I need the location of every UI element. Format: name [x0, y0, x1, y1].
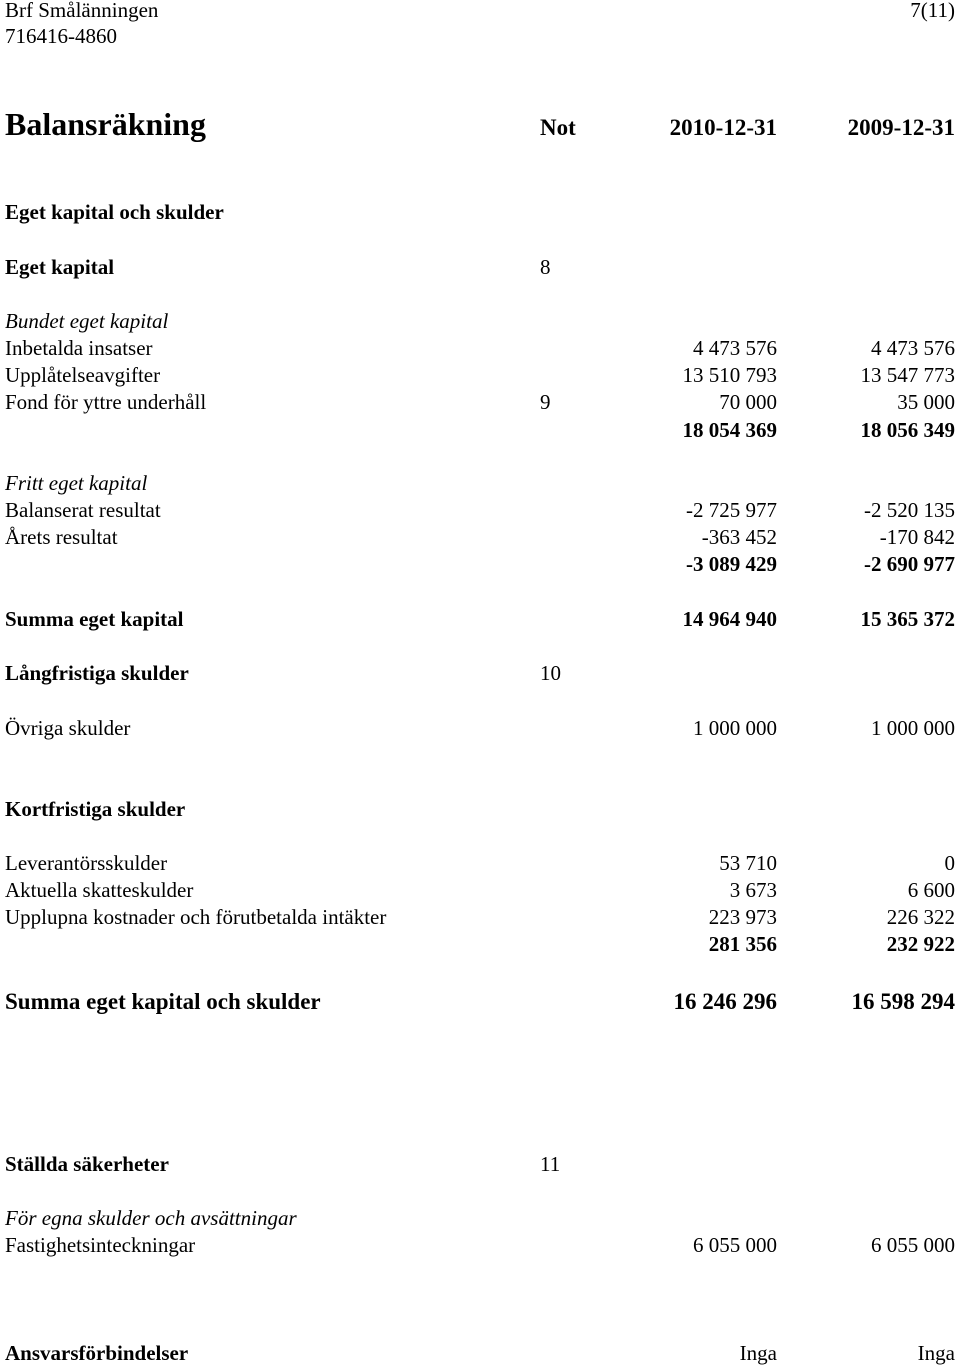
row-value-2009: 13 547 773	[860, 363, 955, 387]
row-note: 9	[540, 390, 551, 414]
row-label: Aktuella skatteskulder	[5, 878, 194, 902]
row-value-2010: 4 473 576	[693, 336, 777, 360]
row-value-2009: 0	[944, 851, 955, 875]
row-label: Upplupna kostnader och förutbetalda intäkter	[5, 905, 387, 929]
total-equity-liabilities-2009: 16 598 294	[851, 989, 955, 1014]
pledged-assets-heading: Ställda säkerheter	[5, 1152, 169, 1176]
pledged-assets-note: 11	[540, 1152, 561, 1176]
row-value-2010: 13 510 793	[682, 363, 777, 387]
total-equity-liabilities-label: Summa eget kapital och skulder	[5, 989, 321, 1014]
row-value-2009: -2 520 135	[864, 498, 955, 522]
row-value-2010: 223 973	[708, 905, 777, 929]
column-header-note: Not	[540, 115, 576, 140]
row-value-2010: -363 452	[701, 525, 777, 549]
row-value-2010: 1 000 000	[693, 716, 777, 740]
long-term-liabilities-heading: Långfristiga skulder	[5, 661, 189, 685]
row-label: Fond för yttre underhåll	[5, 390, 207, 414]
row-label: Fastighetsinteckningar	[5, 1233, 196, 1257]
equity-heading: Eget kapital	[5, 255, 115, 279]
restricted-equity-total-2010: 18 054 369	[682, 418, 777, 442]
unrestricted-equity-heading: Fritt eget kapital	[5, 471, 148, 495]
short-term-liabilities-heading: Kortfristiga skulder	[5, 797, 186, 821]
contingent-liabilities-2009: Inga	[917, 1341, 955, 1365]
restricted-equity-heading: Bundet eget kapital	[5, 309, 169, 333]
short-term-liabilities-total-2009: 232 922	[886, 932, 955, 956]
row-value-2010: 3 673	[729, 878, 777, 902]
total-equity-2010: 14 964 940	[682, 607, 777, 631]
row-value-2010: 53 710	[719, 851, 777, 875]
restricted-equity-total-2009: 18 056 349	[860, 418, 955, 442]
row-label: Övriga skulder	[5, 716, 131, 740]
column-header-2009: 2009-12-31	[847, 115, 955, 140]
row-label: Balanserat resultat	[5, 498, 161, 522]
total-equity-2009: 15 365 372	[860, 607, 955, 631]
equity-note: 8	[540, 255, 551, 279]
row-value-2009: 1 000 000	[871, 716, 955, 740]
row-value-2010: 6 055 000	[693, 1233, 777, 1257]
row-value-2009: 35 000	[897, 390, 955, 414]
long-term-liabilities-note: 10	[540, 661, 561, 685]
row-value-2010: -2 725 977	[686, 498, 777, 522]
row-label: Leverantörsskulder	[5, 851, 168, 875]
total-equity-label: Summa eget kapital	[5, 607, 184, 631]
short-term-liabilities-total-2010: 281 356	[708, 932, 777, 956]
row-value-2009: 6 055 000	[871, 1233, 955, 1257]
row-value-2010: 70 000	[719, 390, 777, 414]
pledged-assets-subheading: För egna skulder och avsättningar	[5, 1206, 297, 1230]
row-label: Inbetalda insatser	[5, 336, 153, 360]
row-value-2009: 226 322	[886, 905, 955, 929]
row-value-2009: 6 600	[907, 878, 955, 902]
organization-number: 716416-4860	[5, 24, 117, 48]
row-label: Upplåtelseavgifter	[5, 363, 161, 387]
row-value-2009: 4 473 576	[871, 336, 955, 360]
contingent-liabilities-2010: Inga	[739, 1341, 777, 1365]
organization-name: Brf Smålänningen	[5, 0, 159, 22]
contingent-liabilities-label: Ansvarsförbindelser	[5, 1341, 189, 1365]
page-title: Balansräkning	[5, 106, 206, 142]
page-number: 7(11)	[910, 0, 955, 22]
row-label: Årets resultat	[5, 525, 118, 549]
column-header-2010: 2010-12-31	[669, 115, 777, 140]
row-value-2009: -170 842	[879, 525, 955, 549]
section-heading-equity-liabilities: Eget kapital och skulder	[5, 200, 224, 224]
total-equity-liabilities-2010: 16 246 296	[673, 989, 777, 1014]
unrestricted-equity-total-2010: -3 089 429	[686, 552, 777, 576]
unrestricted-equity-total-2009: -2 690 977	[864, 552, 955, 576]
